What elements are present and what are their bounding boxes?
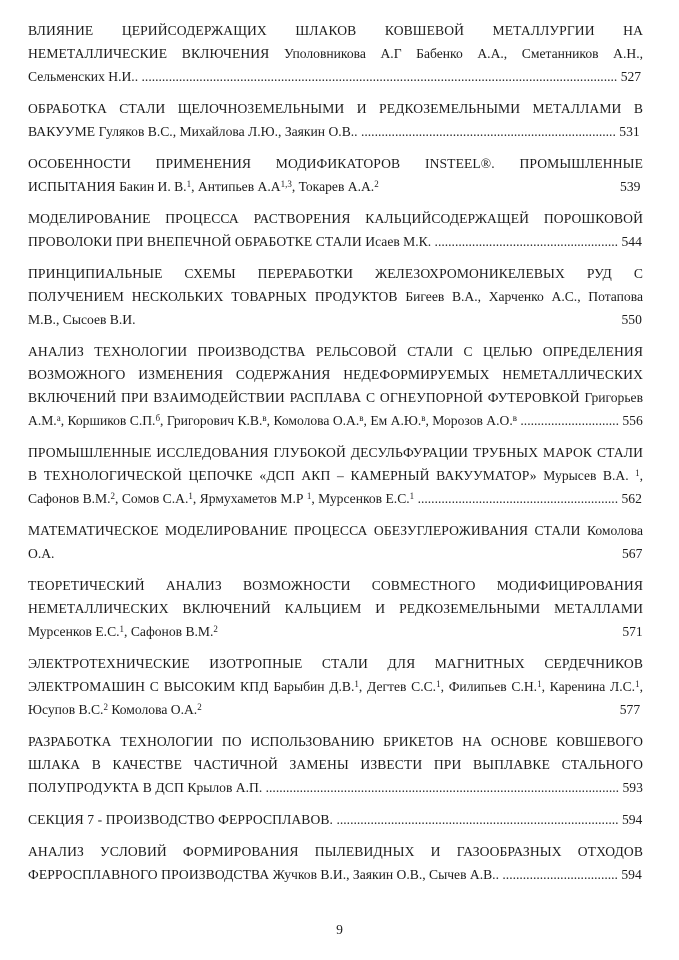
entry-title: ОБРАБОТКА СТАЛИ ЩЕЛОЧНОЗЕМЕЛЬНЫМИ И РЕДКОЗЕМЕЛЬНЫМИ МЕТАЛЛАМИ В ВАКУУМЕ	[28, 101, 643, 139]
entry-page-number: 556	[622, 413, 643, 428]
author-affiliation-superscript: 1	[119, 623, 125, 634]
toc-entry	[28, 152, 643, 198]
author-affiliation-superscript: 1	[635, 467, 640, 478]
toc-list	[28, 19, 643, 886]
entry-leader-dots	[139, 312, 618, 327]
entry-page-number: 531	[619, 124, 640, 139]
entry-leader-dots	[58, 546, 619, 561]
author-affiliation-superscript: в	[512, 412, 517, 423]
entry-leader-dots	[205, 702, 616, 717]
entry-authors: Барыбин Д.В.$^1$, Дегтев С.С.$^1$, Филипьев С.Н.$^1$, Каренина Л.С.$^1$, Юсупов В.С.$^2$ Комолова О.А.$^2$	[28, 678, 643, 717]
entry-page-number: 544	[621, 234, 642, 249]
author-affiliation-superscript: 1	[186, 178, 192, 189]
author-affiliation-superscript: 1,3	[280, 178, 292, 189]
toc-entry	[28, 19, 643, 88]
toc-entry	[28, 340, 643, 432]
toc-entry	[28, 262, 643, 331]
author-affiliation-superscript: 1	[635, 678, 640, 689]
entry-leader-dots: ...........................................................	[417, 491, 619, 506]
entry-title: РАЗРАБОТКА ТЕХНОЛОГИИ ПО ИСПОЛЬЗОВАНИЮ БРИКЕТОВ НА ОСНОВЕ КОВШЕВОГО ШЛАКА В КАЧЕСТВЕ ЧАСТИЧНОЙ ЗАМЕНЫ ИЗВЕСТИ ПРИ ВЫПЛАВКЕ СТАЛЬНОГО ПОЛУПРОДУКТА В ДСП	[28, 734, 643, 795]
author-affiliation-superscript: 2	[197, 701, 202, 712]
entry-page-number: 567	[622, 546, 643, 561]
entry-title: ПРИНЦИПИАЛЬНЫЕ СХЕМЫ ПЕРЕРАБОТКИ ЖЕЛЕЗОХРОМОНИКЕЛЕВЫХ РУД С ПОЛУЧЕНИЕМ НЕСКОЛЬКИХ ТОВАРНЫХ ПРОДУКТОВ	[28, 266, 643, 304]
entry-page-number: 539	[620, 179, 641, 194]
entry-page-number: 562	[621, 491, 642, 506]
entry-authors: Исаев М.К.	[365, 234, 432, 249]
entry-title: МОДЕЛИРОВАНИЕ ПРОЦЕССА РАСТВОРЕНИЯ КАЛЬЦИЙСОДЕРЖАЩЕЙ ПОРОШКОВОЙ ПРОВОЛОКИ ПРИ ВНЕПЕЧНОЙ ОБРАБОТКЕ СТАЛИ	[28, 211, 643, 249]
author-affiliation-superscript: 1	[409, 490, 415, 501]
entry-page-number: 577	[619, 702, 641, 717]
entry-leader-dots	[382, 179, 617, 194]
toc-entry	[28, 730, 643, 799]
entry-page-number: 594	[621, 867, 642, 882]
entry-page-number: 527	[620, 69, 642, 84]
entry-authors: Гуляков В.С., Михайлова Л.Ю., Заякин О.В..	[98, 124, 358, 139]
author-affiliation-superscript: 1	[537, 678, 542, 689]
entry-leader-dots: ............................................................................................................................................	[141, 69, 618, 84]
entry-title: АНАЛИЗ УСЛОВИЙ ФОРМИРОВАНИЯ ПЫЛЕВИДНЫХ И ГАЗООБРАЗНЫХ ОТХОДОВ ФЕРРОСПЛАВНОГО ПРОИЗВОДСТВА	[28, 844, 643, 882]
entry-title: АНАЛИЗ ТЕХНОЛОГИИ ПРОИЗВОДСТВА РЕЛЬСОВОЙ СТАЛИ С ЦЕЛЬЮ ОПРЕДЕЛЕНИЯ ВОЗМОЖНОГО ИЗМЕНЕНИЯ СОДЕРЖАНИЯ НЕДЕФОРМИРУЕМЫХ НЕМЕТАЛЛИЧЕСКИХ ВКЛЮЧЕНИЙ ПРИ ВЗАИМОДЕЙСТВИИ РАСПЛАВА С ОГНЕУПОРНОЙ ФУТЕРОВКОЙ	[28, 344, 643, 405]
entry-title: ТЕОРЕТИЧЕСКИЙ АНАЛИЗ ВОЗМОЖНОСТИ СОВМЕСТНОГО МОДИФИЦИРОВАНИЯ НЕМЕТАЛЛИЧЕСКИХ ВКЛЮЧЕНИЙ КАЛЬЦИЕМ И РЕДКОЗЕМЕЛЬНЫМИ МЕТАЛЛАМИ	[28, 578, 643, 616]
author-affiliation-superscript: в	[359, 412, 364, 423]
author-affiliation-superscript: а	[56, 412, 61, 423]
author-affiliation-superscript: в	[421, 412, 426, 423]
entry-leader-dots: .............................	[520, 413, 619, 428]
author-affiliation-superscript: 1	[306, 490, 312, 501]
author-affiliation-superscript: в	[262, 412, 267, 423]
entry-authors: Жучков В.И., Заякин О.В., Сычев А.В..	[272, 867, 499, 882]
entry-page-number: 594	[621, 812, 643, 827]
entry-authors: Уполовникова А.Г Бабенко А.А., Сметанников А.Н., Сельменских Н.И..	[28, 46, 643, 84]
author-affiliation-superscript: 1	[354, 678, 359, 689]
toc-entry	[28, 808, 643, 831]
entry-authors: Мурысев В.А. $^1$, Сафонов В.М.$^2$, Сомов С.А.$^1$, Ярмухаметов М.Р $^1$, Мурсенков Е.С.$^1$	[28, 467, 643, 506]
entry-authors: Григорьев А.М.$^а$, Коршиков С.П.$^б$, Григорович К.В.$^в$, Комолова О.А.$^в$, Ем А.Ю.$^в$, Морозов А.О.$^в$	[28, 390, 643, 428]
entry-title: СЕКЦИЯ 7 - ПРОИЗВОДСТВО ФЕРРОСПЛАВОВ.	[28, 812, 334, 827]
toc-entry	[28, 652, 643, 721]
entry-page-number: 593	[622, 780, 643, 795]
entry-leader-dots: ........................................................................................................	[265, 780, 620, 795]
entry-authors: Мурсенков Е.С.$^1$, Сафонов В.М.$^2$	[28, 623, 218, 639]
entry-authors: Бигеев В.А., Харченко А.С., Потапова М.В., Сысоев В.И.	[28, 289, 643, 327]
toc-entry	[28, 441, 643, 510]
toc-entry	[28, 207, 643, 253]
entry-leader-dots: ...................................................................................	[336, 812, 619, 827]
toc-entry	[28, 840, 643, 886]
entry-authors: Крылов А.П.	[187, 780, 263, 795]
toc-entry	[28, 574, 643, 643]
entry-authors: Комолова О.А.	[28, 523, 643, 561]
entry-title: ПРОМЫШЛЕННЫЕ ИССЛЕДОВАНИЯ ГЛУБОКОЙ ДЕСУЛЬФУРАЦИИ ТРУБНЫХ МАРОК СТАЛИ В ТЕХНОЛОГИЧЕСКОЙ ЦЕПОЧКЕ «ДСП АКП – КАМЕРНЫЙ ВАКУУМАТОР»	[28, 445, 643, 483]
entry-leader-dots: ......................................................	[434, 234, 619, 249]
page-number-footer: 9	[336, 922, 343, 937]
entry-page-number: 550	[621, 312, 642, 327]
entry-title: МАТЕМАТИЧЕСКОЕ МОДЕЛИРОВАНИЕ ПРОЦЕССА ОБЕЗУГЛЕРОЖИВАНИЯ СТАЛИ	[28, 523, 587, 538]
entry-title: ЭЛЕКТРОТЕХНИЧЕСКИЕ ИЗОТРОПНЫЕ СТАЛИ ДЛЯ МАГНИТНЫХ СЕРДЕЧНИКОВ ЭЛЕКТРОМАШИН С ВЫСОКИМ КПД	[28, 656, 643, 694]
author-affiliation-superscript: 2	[103, 701, 108, 712]
author-affiliation-superscript: 2	[374, 178, 379, 189]
author-affiliation-superscript: 2	[110, 490, 116, 501]
author-affiliation-superscript: 2	[213, 623, 218, 634]
entry-leader-dots: ..................................	[502, 867, 618, 882]
toc-entry	[28, 97, 643, 143]
entry-page-number: 571	[622, 624, 643, 639]
author-affiliation-superscript: 1	[188, 490, 193, 501]
entry-title: ОСОБЕННОСТИ ПРИМЕНЕНИЯ МОДИФИКАТОРОВ INSTEEL®. ПРОМЫШЛЕННЫЕ ИСПЫТАНИЯ	[28, 156, 643, 194]
author-affiliation-superscript: б	[155, 412, 161, 423]
author-affiliation-superscript: 1	[436, 678, 441, 689]
entry-leader-dots: ...........................................................................	[360, 124, 616, 139]
toc-entry	[28, 519, 643, 565]
entry-authors: Бакин И. В.$^1$, Антипьев $А.А^{1,3}$, Токарев А.А.$^2$	[119, 178, 379, 194]
entry-leader-dots	[221, 624, 619, 639]
entry-title: ВЛИЯНИЕ ЦЕРИЙСОДЕРЖАЩИХ ШЛАКОВ КОВШЕВОЙ МЕТАЛЛУРГИИ НА НЕМЕТАЛЛИЧЕСКИЕ ВКЛЮЧЕНИЯ	[28, 23, 643, 61]
